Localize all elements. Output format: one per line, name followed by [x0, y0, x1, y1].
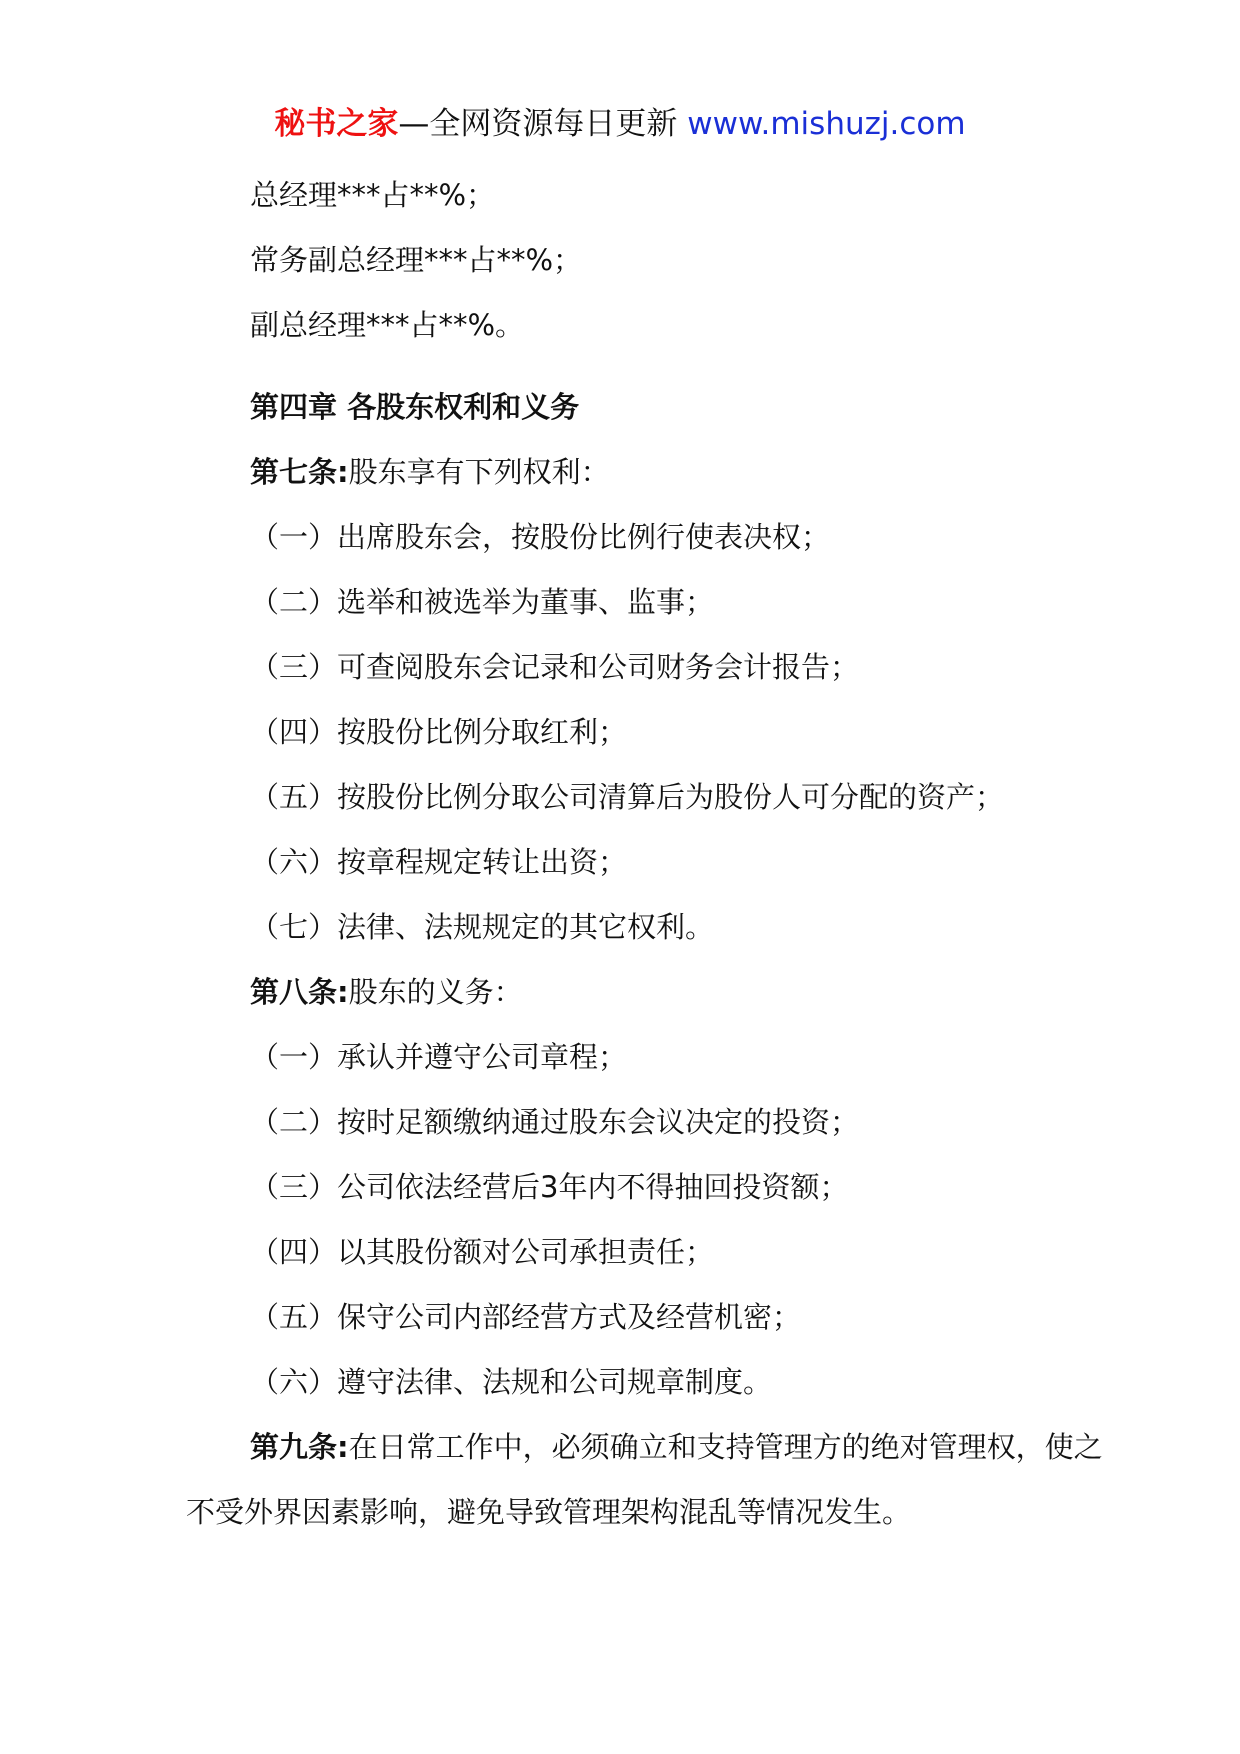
article-7-item: （四）按股份比例分取红利； — [250, 715, 628, 749]
article-9-text: 在日常工作中，必须确立和支持管理方的绝对管理权，使之不受外界因素影响，避免导致管理架构混乱等情况发生。 — [186, 1430, 1103, 1529]
page-header — [0, 101, 1240, 147]
article-7-heading — [186, 440, 1116, 505]
article-8-item: （二）按时足额缴纳通过股东会议决定的投资； — [250, 1105, 860, 1139]
article-7-item: （三）可查阅股东会记录和公司财务会计报告； — [250, 650, 860, 684]
article-7-item: （一）出席股东会，按股份比例行使表决权； — [250, 520, 831, 554]
article-7-item: （五）按股份比例分取公司清算后为股份人可分配的资产； — [250, 780, 1005, 814]
article-9-paragraph — [186, 1415, 1116, 1545]
brand-name: 秘书之家 — [274, 106, 399, 142]
share-line-executive-deputy: 常务副总经理***占**%； — [250, 243, 583, 277]
article-8-label: 第八条: — [250, 975, 349, 1009]
article-7-intro: 股东享有下列权利： — [348, 455, 610, 489]
article-9-label: 第九条: — [250, 1430, 349, 1464]
article-7-item: （六）按章程规定转让出资； — [250, 845, 628, 879]
article-7-item: （七）法律、法规规定的其它权利。 — [250, 910, 715, 944]
article-8-item: （四）以其股份额对公司承担责任； — [250, 1235, 715, 1269]
article-8-intro: 股东的义务： — [348, 975, 523, 1009]
share-line-deputy: 副总经理***占**%。 — [250, 308, 525, 342]
site-url[interactable]: www.mishuzj.com — [687, 106, 966, 142]
article-8-item: （三）公司依法经营后3年内不得抽回投资额； — [250, 1170, 849, 1204]
document-body — [186, 163, 1116, 1545]
article-8-item: （一）承认并遵守公司章程； — [250, 1040, 628, 1074]
article-8-item: （五）保守公司内部经营方式及经营机密； — [250, 1300, 802, 1334]
share-line-general-manager: 总经理***占**%； — [250, 178, 496, 212]
article-7-label: 第七条: — [250, 455, 349, 489]
article-8-heading — [186, 960, 1116, 1025]
header-tagline: —全网资源每日更新 — [398, 106, 678, 142]
chapter-title: 第四章 各股东权利和义务 — [250, 390, 580, 424]
article-8-item: （六）遵守法律、法规和公司规章制度。 — [250, 1365, 773, 1399]
article-7-item: （二）选举和被选举为董事、监事； — [250, 585, 715, 619]
